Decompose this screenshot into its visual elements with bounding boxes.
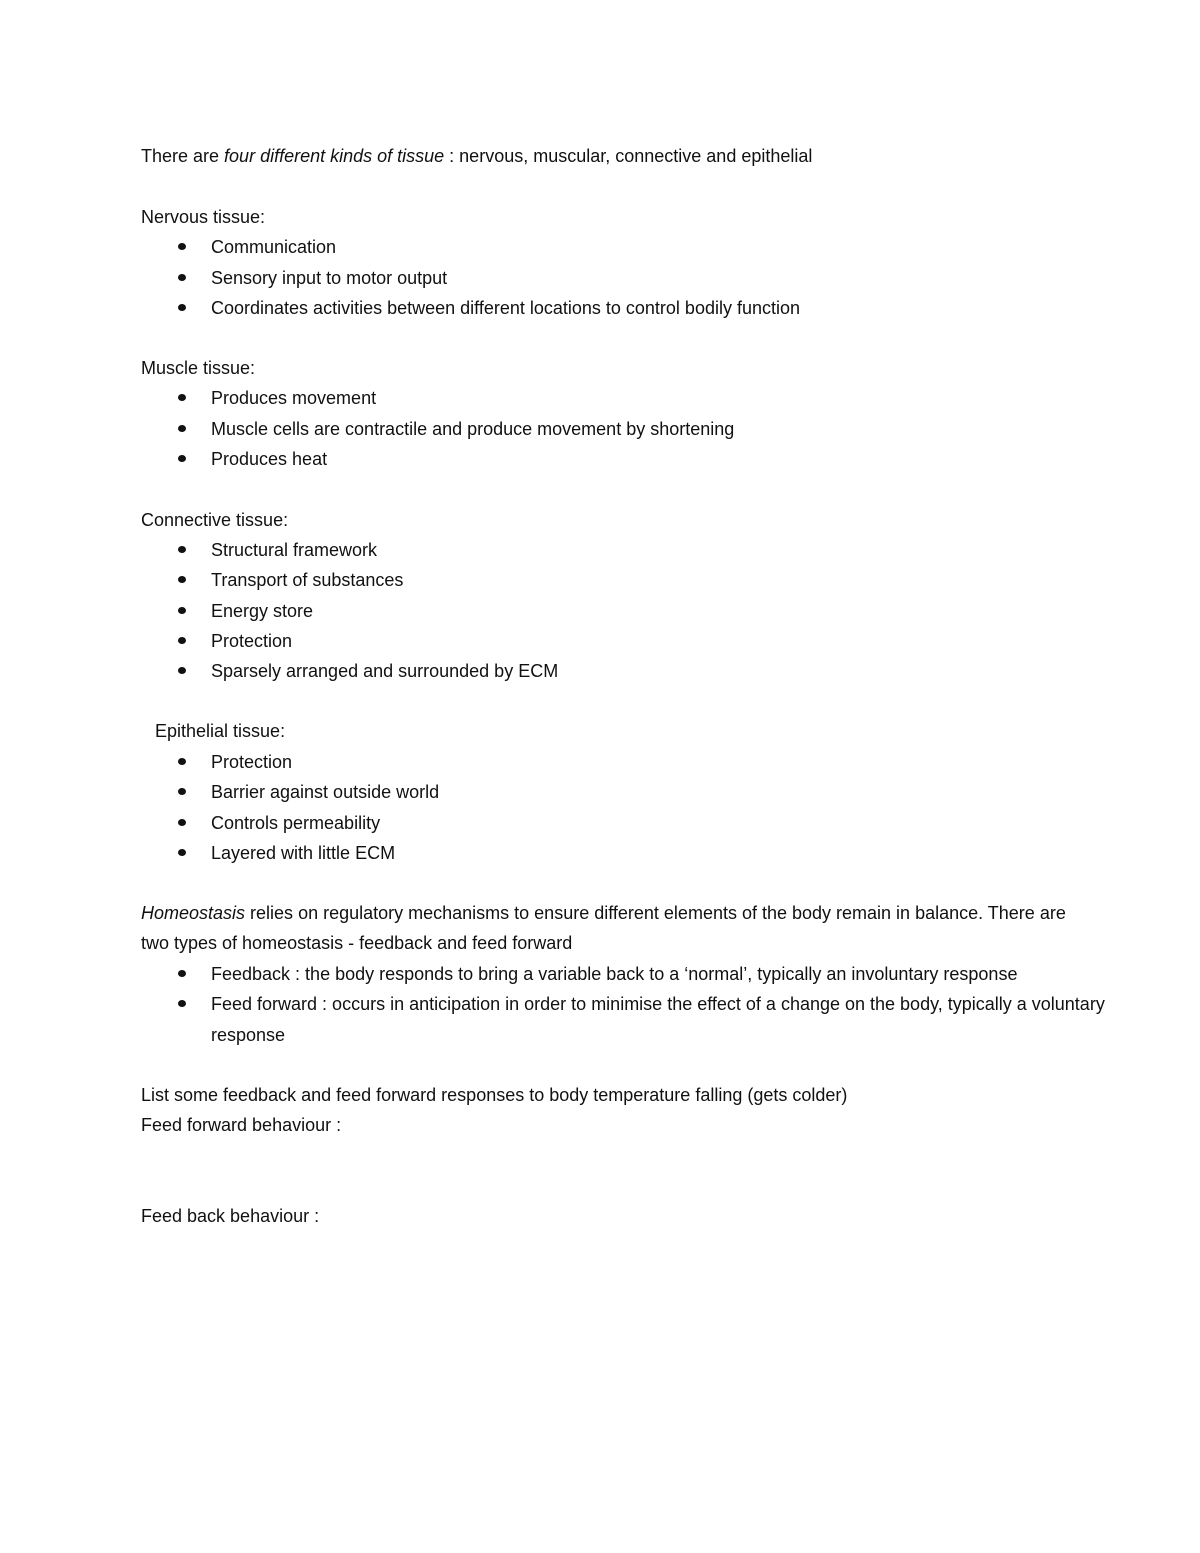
bullet-icon [178,576,186,583]
intro-text-end: : nervous, muscular, connective and epithelial [444,146,813,166]
bullet-icon [178,243,186,250]
homeostasis-paragraph-line-1 [141,902,1066,924]
nervous-item-1: Communication [211,237,337,257]
connective-item-5: Sparsely arranged and surrounded by ECM [211,661,559,681]
bullet-icon [178,304,186,311]
feed-back-label: Feed back behaviour : [141,1206,320,1226]
bullet-icon [178,425,186,432]
bullet-icon [178,970,186,977]
muscle-tissue-heading: Muscle tissue: [141,358,256,378]
bullet-icon [178,788,186,795]
homeostasis-item-feed-forward: Feed forward : occurs in anticipation in order to minimise the effect of a change on the body, typically a voluntary response [211,994,1105,1045]
bullet-icon [178,637,186,644]
epithelial-tissue-heading: Epithelial tissue: [155,721,286,741]
nervous-tissue-heading: Nervous tissue: [141,207,266,227]
connective-item-1: Structural framework [211,540,378,560]
bullet-icon [178,274,186,281]
nervous-item-2: Sensory input to motor output [211,268,448,288]
epithelial-item-2: Barrier against outside world [211,782,440,802]
homeostasis-item-feedback: Feedback : the body responds to bring a variable back to a ‘normal’, typically an involuntary response [211,964,1018,984]
muscle-item-1: Produces movement [211,388,377,408]
nervous-item-3: Coordinates activities between different locations to control bodily function [211,298,801,318]
epithelial-item-1: Protection [211,752,293,772]
connective-item-3: Energy store [211,601,314,621]
bullet-icon [178,1000,186,1007]
bullet-icon [178,546,186,553]
connective-item-4: Protection [211,631,293,651]
intro-text-start: There are [141,146,225,166]
connective-tissue-heading: Connective tissue: [141,510,289,530]
feed-forward-label: Feed forward behaviour : [141,1115,342,1135]
question-prompt: List some feedback and feed forward responses to body temperature falling (gets colder) [141,1085,848,1105]
bullet-icon [178,819,186,826]
bullet-icon [178,758,186,765]
bullet-icon [178,394,186,401]
muscle-item-2: Muscle cells are contractile and produce movement by shortening [211,419,735,439]
homeostasis-term: Homeostasis [141,903,246,923]
bullet-icon [178,667,186,674]
bullet-icon [178,849,186,856]
intro-paragraph [141,145,812,167]
bullet-icon [178,607,186,614]
epithelial-item-4: Layered with little ECM [211,843,396,863]
epithelial-item-3: Controls permeability [211,813,381,833]
muscle-item-3: Produces heat [211,449,328,469]
homeostasis-text: relies on regulatory mechanisms to ensure different elements of the body remain in balance. There are [245,903,1066,923]
intro-text-italic: four different kinds of tissue [224,146,445,166]
homeostasis-paragraph-line-2: two types of homeostasis - feedback and feed forward [141,933,573,953]
connective-item-2: Transport of substances [211,570,404,590]
bullet-icon [178,455,186,462]
